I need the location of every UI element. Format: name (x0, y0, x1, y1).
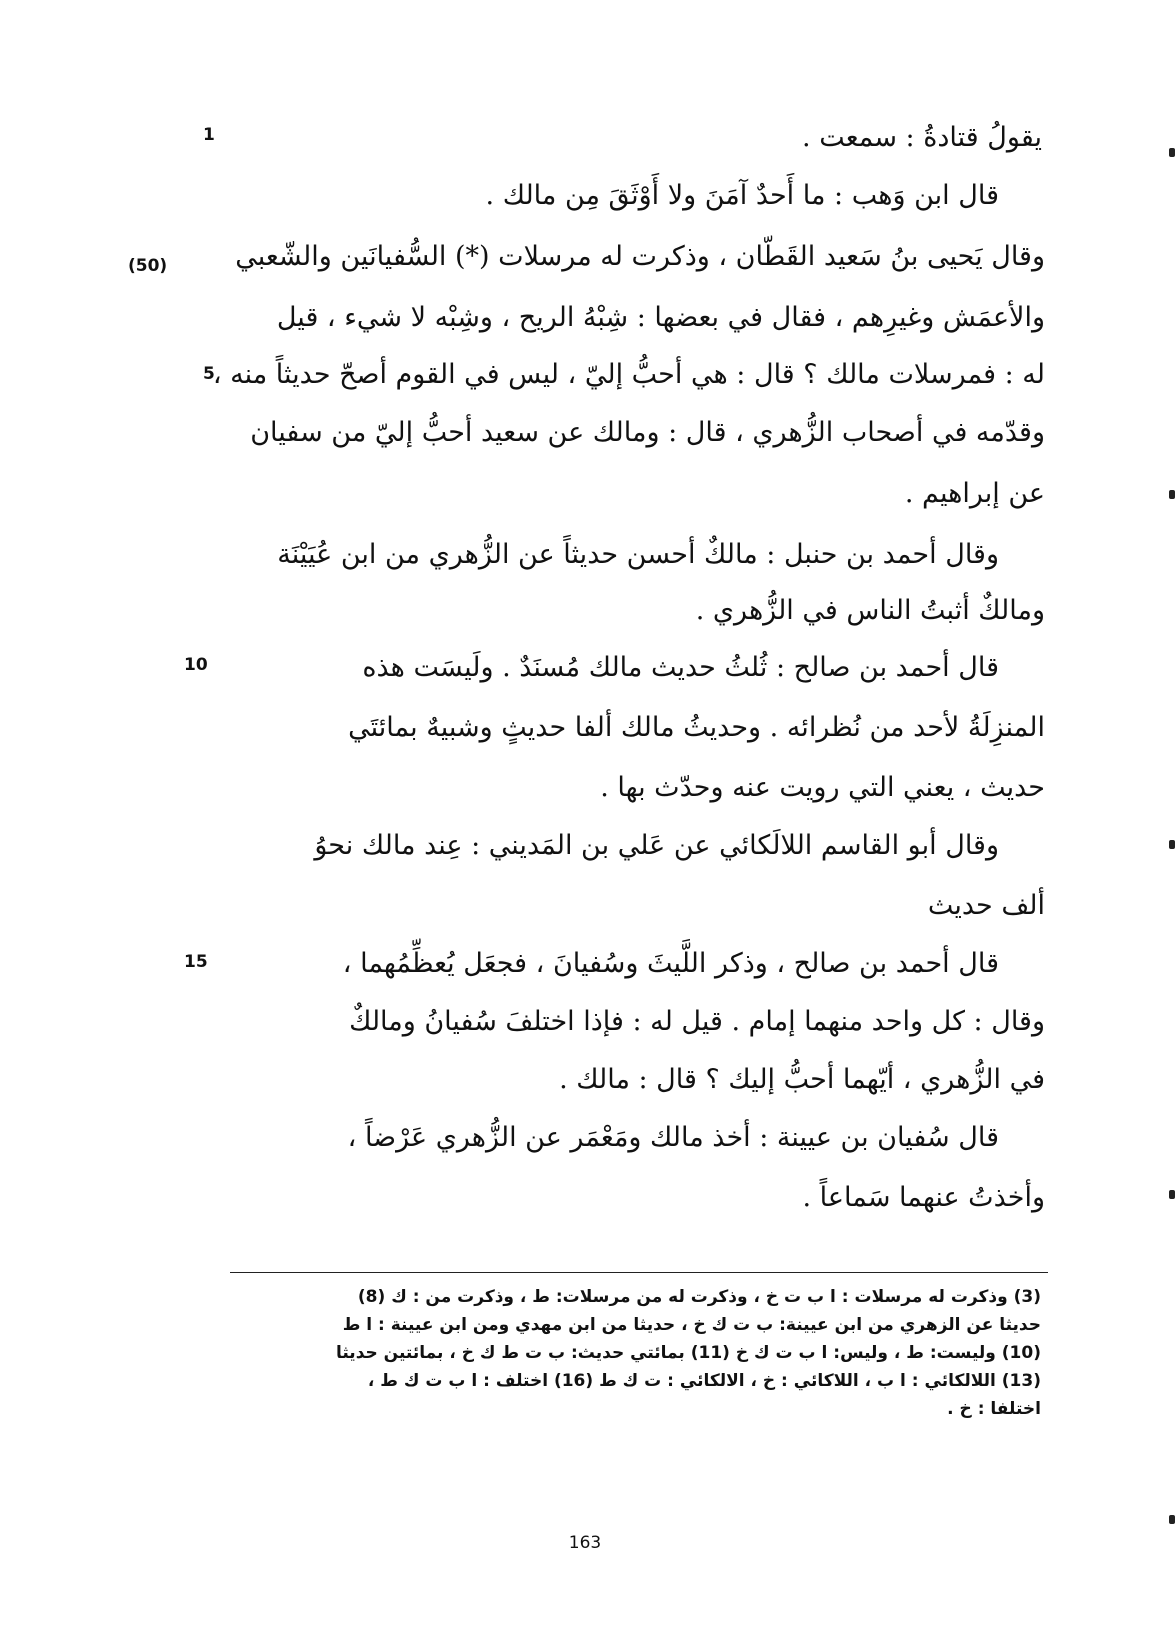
text-line: والأعمَش وغيرِهم ، فقال في بعضها : شِبْهُ الريح ، وشِبْه لا شيء ، قيل (276, 302, 1045, 333)
text-line: له : فمرسلات مالك ؟ قال : هي أحبُّ إليّ ، ليس في القوم أصحّ حديثاً منه ، (212, 359, 1045, 390)
scan-mark (1169, 490, 1175, 499)
text-line: وقال يَحيى بنُ سَعيد القَطّان ، وذكرت له مرسلات (*) السُّفيانَين والشّعبي (235, 241, 1045, 272)
footnote-line: اختلفا : خ . (947, 1399, 1041, 1419)
scan-mark (1169, 1515, 1175, 1524)
margin-number: 15 (184, 952, 208, 972)
footnote-line: حديثا عن الزهري من ابن عيينة: ب ت ك خ ، حديثا من ابن مهدي ومن ابن عيينة : ا ط (342, 1315, 1041, 1335)
text-line: قال أحمد بن صالح : ثُلثُ حديث مالك مُسنَدٌ . ولَيسَت هذه (362, 652, 999, 683)
text-line: وقال أبو القاسم اللالَكائي عن عَلي بن المَديني : عِند مالك نحوُ (314, 830, 999, 861)
text-line: قال أحمد بن صالح ، وذكر اللَّيثَ وسُفيانَ ، فجعَل يُعظِّمُهما ، (342, 948, 999, 979)
scan-mark (1169, 840, 1175, 849)
scan-mark (1169, 148, 1175, 157)
text-line: وأخذتُ عنهما سَماعاً . (802, 1182, 1045, 1213)
footnote-line: (3) وذكرت له مرسلات : ا ب ت خ ، وذكرت له من مرسلات: ط ، وذكرت من : ك (8) (357, 1287, 1041, 1307)
text-line: في الزُّهري ، أيّهما أحبُّ إليك ؟ قال : مالك . (559, 1064, 1045, 1095)
text-line: وقدّمه في أصحاب الزُّهري ، قال : ومالك عن سعيد أحبُّ إليّ من سفيان (250, 417, 1045, 448)
margin-number: 1 (203, 125, 215, 145)
text-line: ومالكٌ أثبتُ الناس في الزُّهري . (695, 595, 1045, 626)
text-line: يقولُ قتادةُ : سمعت . (802, 122, 1042, 153)
page-number: 163 (568, 1533, 602, 1553)
scan-mark (1169, 1190, 1175, 1199)
footnote-line: (13) اللالكائي : ا ب ، اللاكائي : خ ، الالكائي : ت ك ط (16) اختلف : ا ب ت ك ط ، (367, 1371, 1041, 1391)
footnote-line: (10) وليست: ط ، وليس: ا ب ت ك خ (11) بمائتي حديث: ب ت ط ك خ ، بمائتين حديثا (335, 1343, 1041, 1363)
text-line: عن إبراهيم . (904, 478, 1045, 509)
text-line: قال سُفيان بن عيينة : أخذ مالك ومَعْمَر عن الزُّهري عَرْضاً ، (347, 1122, 999, 1153)
text-line: المنزِلَةُ لأحد من نُظرائه . وحديثُ مالك ألفا حديثٍ وشبيهٌ بمائتَي (348, 712, 1045, 743)
text-line: ألف حديث (927, 890, 1045, 921)
text-line: قال ابن وَهب : ما أَحدٌ آمَنَ ولا أَوْثَقَ مِن مالك . (485, 180, 999, 211)
footnote-divider (230, 1272, 1048, 1273)
margin-number: 5 (203, 364, 215, 384)
margin-number: (50) (128, 256, 168, 276)
text-line: حديث ، يعني التي رويت عنه وحدّث بها . (600, 772, 1045, 803)
text-line: وقال : كل واحد منهما إمام . قيل له : فإذا اختلفَ سُفيانُ ومالكٌ (349, 1006, 1045, 1037)
text-line: وقال أحمد بن حنبل : مالكٌ أحسن حديثاً عن الزُّهري من ابن عُيَيْنَة (277, 539, 999, 570)
margin-number: 10 (184, 655, 208, 675)
